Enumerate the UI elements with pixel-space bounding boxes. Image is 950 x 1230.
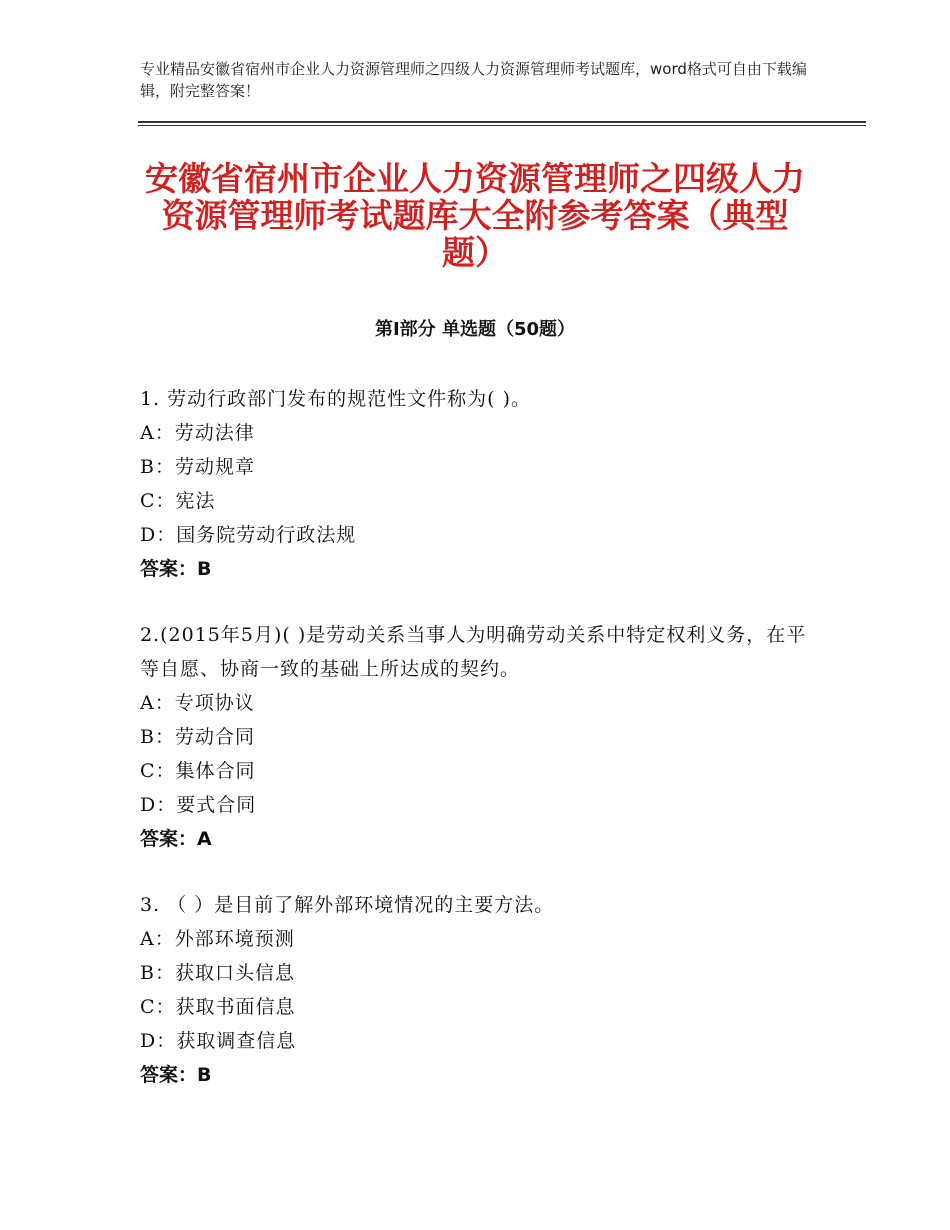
option-c: C：集体合同 [140,760,256,782]
option-b: B：劳动合同 [140,726,255,748]
option-d: D：国务院劳动行政法规 [140,524,357,546]
option-d: D：要式合同 [140,794,257,816]
answer: 答案：B [140,1064,212,1086]
question-2 [140,618,820,856]
option-a: A：专项协议 [140,692,255,714]
header-divider [138,121,866,123]
document-title: 安徽省宿州市企业人力资源管理师之四级人力资源管理师考试题库大全附参考答案（典型题） [145,159,805,272]
question-stem: 1. 劳动行政部门发布的规范性文件称为( )。 [140,388,532,410]
answer: 答案：A [140,828,212,850]
header-note: 专业精品安徽省宿州市企业人力资源管理师之四级人力资源管理师考试题库，word格式可自由下载编辑，附完整答案！ [140,60,807,100]
option-a: A：外部环境预测 [140,928,295,950]
option-c: C：宪法 [140,490,216,512]
section-title: 第Ⅰ部分 单选题（50题） [374,319,575,340]
answer: 答案：B [140,558,212,580]
option-b: B：劳动规章 [140,456,255,478]
option-b: B：获取口头信息 [140,962,295,984]
question-list [140,382,820,1124]
header-divider-thin [138,125,866,126]
question-stem: 3. （ ）是目前了解外部环境情况的主要方法。 [140,894,555,916]
question-stem: 2.(2015年5月)( )是劳动关系当事人为明确劳动关系中特定权利义务，在平等自愿、协商一致的基础上所达成的契约。 [140,624,807,680]
option-a: A：劳动法律 [140,422,255,444]
question-1 [140,382,820,586]
option-d: D：获取调查信息 [140,1030,297,1052]
option-c: C：获取书面信息 [140,996,296,1018]
question-3 [140,888,820,1092]
